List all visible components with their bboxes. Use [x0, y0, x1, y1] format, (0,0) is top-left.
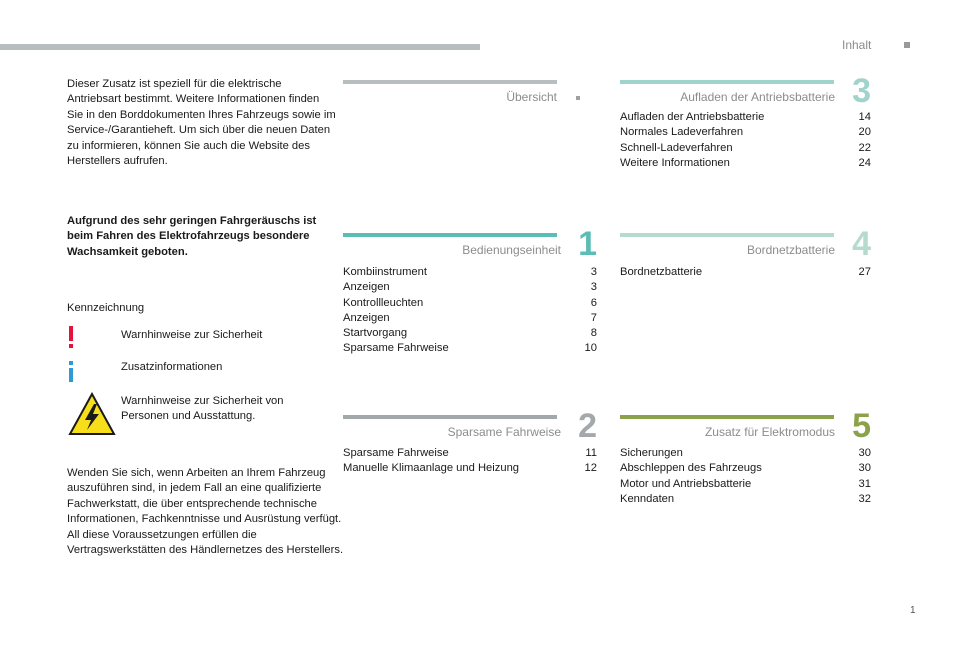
- header-title: Inhalt: [842, 38, 872, 52]
- toc-label: Anzeigen: [343, 281, 390, 294]
- toc-label: Sparsame Fahrweise: [343, 342, 449, 355]
- section-1: [343, 225, 597, 355]
- toc-row[interactable]: [343, 341, 597, 356]
- intro-bold-text: Aufgrund des sehr geringen Fahrgeräuschs ist beim Fahren des Elektrofahrzeugs besondere Wachsamkeit geboten.: [67, 215, 317, 258]
- section-number: 2: [578, 407, 597, 445]
- toc-label: Kenndaten: [620, 492, 675, 505]
- toc-label: Kontrollleuchten: [343, 296, 424, 309]
- toc-page: 30: [858, 462, 871, 475]
- high-voltage-warning-icon: [68, 392, 116, 436]
- toc-row[interactable]: [620, 265, 871, 280]
- section-entries: [343, 265, 597, 357]
- page-number: 1: [910, 605, 916, 616]
- toc-page: 20: [858, 126, 871, 139]
- toc-page: 22: [858, 141, 871, 154]
- toc-row[interactable]: [343, 461, 597, 476]
- section-5: [620, 407, 871, 515]
- info-icon: [66, 359, 76, 383]
- toc-row[interactable]: [343, 265, 597, 280]
- section-title: Übersicht: [506, 90, 557, 104]
- outro-text: Wenden Sie sich, wenn Arbeiten an Ihrem Fahrzeug auszuführen sind, in jedem Fall an eine qualifizierte Fachwerkstatt, die über entsprechende technische Informationen, Fachkenntnisse und Ausrüstung verfügt. All diese Voraussetzungen erfüllen die Vertragswerkstätten des Händlernetzes des Herstellers.: [67, 467, 344, 557]
- section-title: Bordnetzbatterie: [746, 243, 835, 257]
- section-title: Sparsame Fahrweise: [447, 425, 561, 439]
- legend-safety-text: Warnhinweise zur Sicherheit: [121, 329, 263, 341]
- toc-label: Kombiinstrument: [343, 266, 427, 278]
- toc-page: 30: [858, 447, 871, 459]
- section-entries: [620, 110, 871, 171]
- toc-label: Sicherungen: [620, 447, 683, 459]
- section-entries: [343, 446, 597, 477]
- legend-voltage-text: Warnhinweise zur Sicherheit von Personen und Ausstattung.: [121, 395, 284, 423]
- exclamation-icon: [66, 326, 76, 350]
- toc-page: 24: [858, 156, 871, 169]
- section-4: [620, 225, 871, 293]
- toc-row[interactable]: [620, 125, 871, 140]
- toc-page: 3: [590, 281, 597, 294]
- toc-label: Normales Ladeverfahren: [620, 126, 744, 139]
- toc-row[interactable]: [343, 311, 597, 326]
- section-overview: [343, 80, 557, 110]
- section-3: [620, 72, 871, 180]
- section-bar: [620, 233, 834, 237]
- section-title: Zusatz für Elektromodus: [704, 425, 835, 439]
- section-number: 3: [852, 72, 871, 110]
- section-entries: [620, 265, 871, 280]
- toc-row[interactable]: [620, 110, 871, 125]
- toc-row[interactable]: [620, 141, 871, 156]
- header-marker: [904, 42, 910, 48]
- toc-row[interactable]: [620, 156, 871, 171]
- section-bar: [620, 80, 834, 84]
- toc-row[interactable]: [620, 446, 871, 461]
- section-number: 1: [578, 225, 597, 263]
- toc-page: 10: [584, 342, 597, 355]
- toc-label: Sparsame Fahrweise: [343, 447, 449, 459]
- toc-label: Motor und Antriebsbatterie: [620, 477, 752, 490]
- toc-label: Schnell-Ladeverfahren: [620, 141, 733, 154]
- section-2: [343, 407, 597, 485]
- toc-label: Weitere Informationen: [620, 156, 730, 169]
- toc-row[interactable]: [620, 492, 871, 507]
- toc-label: Aufladen der Antriebsbatterie: [620, 111, 765, 123]
- section-bar: [343, 415, 557, 419]
- toc-row[interactable]: [343, 280, 597, 295]
- section-number: 5: [852, 407, 871, 445]
- toc-page: 3: [590, 266, 597, 278]
- section-entries: [620, 446, 871, 507]
- section-title: Aufladen der Antriebsbatterie: [680, 90, 835, 104]
- toc-row[interactable]: [620, 461, 871, 476]
- toc-page: 11: [585, 447, 597, 459]
- section-bar: [343, 233, 557, 237]
- section-title: Bedienungseinheit: [462, 243, 561, 257]
- toc-page: 31: [858, 477, 871, 490]
- toc-label: Manuelle Klimaanlage und Heizung: [343, 462, 520, 475]
- toc-page: 6: [590, 296, 597, 309]
- section-number: 4: [852, 225, 871, 263]
- toc-label: Anzeigen: [343, 311, 390, 324]
- toc-row[interactable]: [343, 326, 597, 341]
- legend-title: Kennzeichnung: [67, 302, 145, 314]
- toc-page: 7: [590, 311, 597, 324]
- toc-page: 14: [858, 111, 871, 123]
- toc-label: Bordnetzbatterie: [620, 266, 703, 278]
- section-bar: [343, 80, 557, 84]
- toc-row[interactable]: [620, 477, 871, 492]
- header-bar: [0, 44, 480, 50]
- toc-page: 32: [858, 492, 871, 505]
- toc-label: Abschleppen des Fahrzeugs: [620, 462, 762, 475]
- toc-page: 27: [858, 266, 871, 278]
- overview-marker: [576, 96, 580, 100]
- toc-label: Startvorgang: [343, 327, 408, 340]
- intro-text: Dieser Zusatz ist speziell für die elektrische Antriebsart bestimmt. Weitere Informationen finden Sie in den Borddokumenten Ihres Fahrzeugs sowie im Service-/Garantieheft. Um sich über die neuen Daten zu informieren, können Sie auch die Website des Herstellers aufrufen.: [67, 78, 336, 168]
- legend-info-text: Zusatzinformationen: [121, 361, 223, 373]
- section-bar: [620, 415, 834, 419]
- toc-row[interactable]: [343, 446, 597, 461]
- toc-row[interactable]: [343, 296, 597, 311]
- toc-page: 12: [584, 462, 597, 475]
- toc-page: 8: [590, 327, 597, 340]
